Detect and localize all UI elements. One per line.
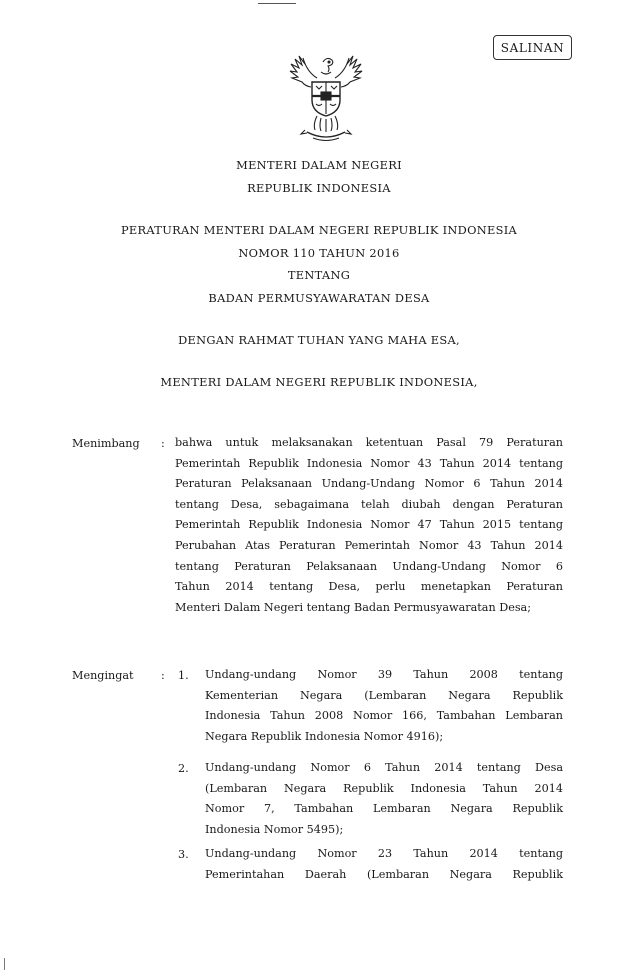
mengingat-item-1	[205, 665, 563, 747]
header-republic-line: REPUBLIK INDONESIA	[247, 181, 391, 195]
menimbang-line: Peraturan Pelaksanaan Undang-Undang Nomor 6 Tahun 2014	[175, 477, 563, 491]
menimbang-line: Pemerintah Republik Indonesia Nomor 47 Tahun 2015 tentang	[175, 518, 563, 532]
item-line: Undang-undang Nomor 6 Tahun 2014 tentang Desa	[205, 761, 563, 774]
menimbang-paragraph	[175, 433, 563, 618]
item-line: Indonesia Nomor 5495);	[205, 822, 344, 836]
mengingat-label: Mengingat	[72, 669, 134, 682]
regulation-number: NOMOR 110 TAHUN 2016	[238, 246, 400, 260]
garuda-emblem-icon	[283, 52, 369, 144]
menimbang-line: tentang Desa, sebagaimana telah diubah dengan Peraturan	[175, 497, 563, 511]
menimbang-line: tentang Peraturan Pelaksanaan Undang-Undang Nomor 6	[175, 559, 563, 573]
menimbang-line: Pemerintah Republik Indonesia Nomor 43 Tahun 2014 tentang	[175, 456, 563, 470]
item-line: Undang-undang Nomor 39 Tahun 2008 tentang	[205, 668, 563, 681]
mengingat-colon: :	[161, 669, 165, 682]
item-line: Nomor 7, Tambahan Lembaran Negara Republik	[205, 802, 563, 816]
scan-edge-mark	[4, 958, 5, 970]
item-line: Undang-undang Nomor 23 Tahun 2014 tentang	[205, 847, 563, 860]
regulation-title: PERATURAN MENTERI DALAM NEGERI REPUBLIK INDONESIA	[120, 223, 518, 237]
menimbang-line: Menteri Dalam Negeri tentang Badan Permusyawaratan Desa;	[175, 600, 532, 614]
preamble-blessing: DENGAN RAHMAT TUHAN YANG MAHA ESA,	[178, 333, 460, 347]
item-line: Kementerian Negara (Lembaran Negara Republik	[205, 688, 563, 702]
menimbang-line: bahwa untuk melaksanakan ketentuan Pasal 79 Peraturan	[175, 436, 563, 449]
regulation-subject: BADAN PERMUSYAWARATAN DESA	[208, 291, 430, 305]
mengingat-item-3	[205, 844, 563, 885]
item-line: Pemerintahan Daerah (Lembaran Negara Republik	[205, 867, 563, 881]
item-line: Indonesia Tahun 2008 Nomor 166, Tambahan Lembaran	[205, 709, 563, 723]
salinan-stamp: SALINAN	[493, 35, 572, 60]
item-line: (Lembaran Negara Republik Indonesia Tahun 2014	[205, 781, 563, 795]
menimbang-line: Perubahan Atas Peraturan Pemerintah Nomor 43 Tahun 2014	[175, 538, 563, 552]
regulation-tentang: TENTANG	[287, 268, 351, 282]
top-scan-line	[258, 3, 296, 4]
mengingat-item-number: 1.	[178, 669, 189, 682]
mengingat-item-number: 2.	[178, 762, 189, 775]
menimbang-colon: :	[161, 437, 165, 450]
mengingat-item-number: 3.	[178, 848, 189, 861]
item-line: Negara Republik Indonesia Nomor 4916);	[205, 729, 444, 743]
menimbang-label: Menimbang	[72, 437, 140, 450]
mengingat-item-2	[205, 758, 563, 840]
menimbang-line: Tahun 2014 tentang Desa, perlu menetapkan Peraturan	[175, 580, 563, 594]
preamble-authority: MENTERI DALAM NEGERI REPUBLIK INDONESIA,	[160, 375, 478, 389]
header-minister-line: MENTERI DALAM NEGERI	[236, 158, 402, 172]
